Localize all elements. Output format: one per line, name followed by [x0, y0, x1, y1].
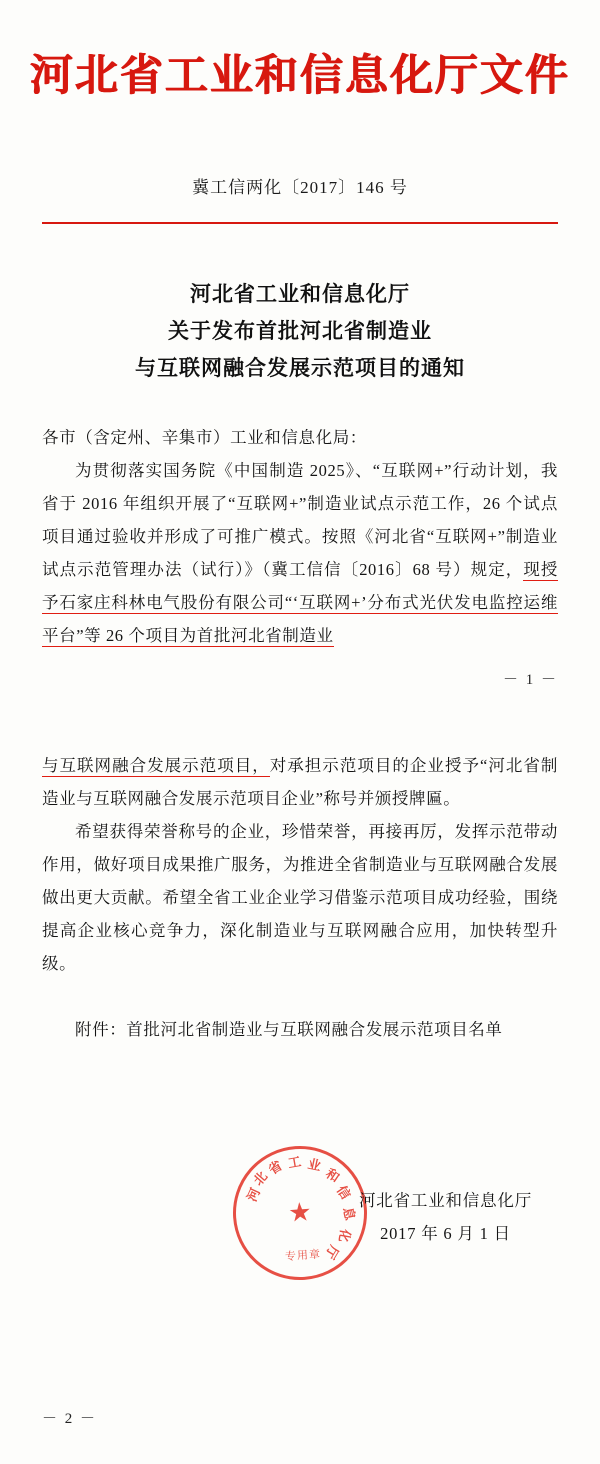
red-divider-rule [42, 222, 558, 224]
document-number: 冀工信两化〔2017〕146 号 [192, 178, 408, 198]
seal-bottom-text: 专用章 [284, 1248, 322, 1263]
paragraph-1-text-a: 为贯彻落实国务院《中国制造 2025》、“互联网+”行动计划，我省于 2016 年组织开展了“互联网+”制造业试点示范工作，26 个试点项目通过验收并形成了可推广模式。按照《河北省“互联网+”制造业试点示范管理办法（试行）》（冀工信信〔2016〕68 号）规定， [42, 460, 558, 579]
paragraph-1-text-b: 对承担示范项目的企业授予“河北省制造业与互联网融合发展示范项目企业”称号并颁授牌匾。 [42, 755, 558, 808]
masthead [0, 0, 600, 101]
seal-ring-text: 河 北 省 工 业 和 信 息 化 厅 [243, 1153, 358, 1262]
seal-star-icon: ★ [287, 1196, 313, 1228]
title-line-2: 关于发布首批河北省制造业 [168, 319, 432, 344]
attachment-line: 附件：首批河北省制造业与互联网融合发展示范项目名单 [75, 1019, 503, 1039]
page-mark-top: － 1 － [502, 671, 558, 688]
signature-block [359, 1184, 532, 1250]
paragraph-1-underlined-b: 与互联网融合发展示范项目， [42, 755, 270, 775]
body-section-bottom [42, 749, 558, 980]
paragraph-1-underlined-a: 现授予石家庄科林电气股份有限公司“‘互联网+’分布式光伏发电监控运维平台”等 26 个项目为首批河北省制造业 [42, 559, 559, 645]
paragraph-1 [42, 454, 558, 652]
recipient-line: 各市（含定州、辛集市）工业和信息化局： [42, 427, 367, 447]
signature-date: 2017 年 6 月 1 日 [380, 1223, 511, 1243]
paragraph-2: 希望获得荣誉称号的企业，珍惜荣誉，再接再厉，发挥示范带动作用，做好项目成果推广服务，为推进全省制造业与互联网融合发展做出更大贡献。希望全省工业企业学习借鉴示范项目成功经验，围绕提高企业核心竞争力，深化制造业与互联网融合应用，加快转型升级。 [42, 821, 558, 973]
title-line-1: 河北省工业和信息化厅 [190, 282, 410, 307]
body-section-top [42, 421, 558, 652]
paragraph-1-continued [42, 749, 558, 815]
document-title [0, 276, 600, 386]
title-line-3: 与互联网融合发展示范项目的通知 [135, 355, 465, 380]
masthead-title: 河北省工业和信息化厅文件 [30, 53, 570, 100]
signature-organization: 河北省工业和信息化厅 [359, 1190, 532, 1210]
official-seal-icon [228, 1141, 371, 1284]
page-mark-bottom: － 2 － [42, 1411, 98, 1427]
document-number-row [0, 173, 600, 198]
signature-area [0, 1126, 600, 1276]
